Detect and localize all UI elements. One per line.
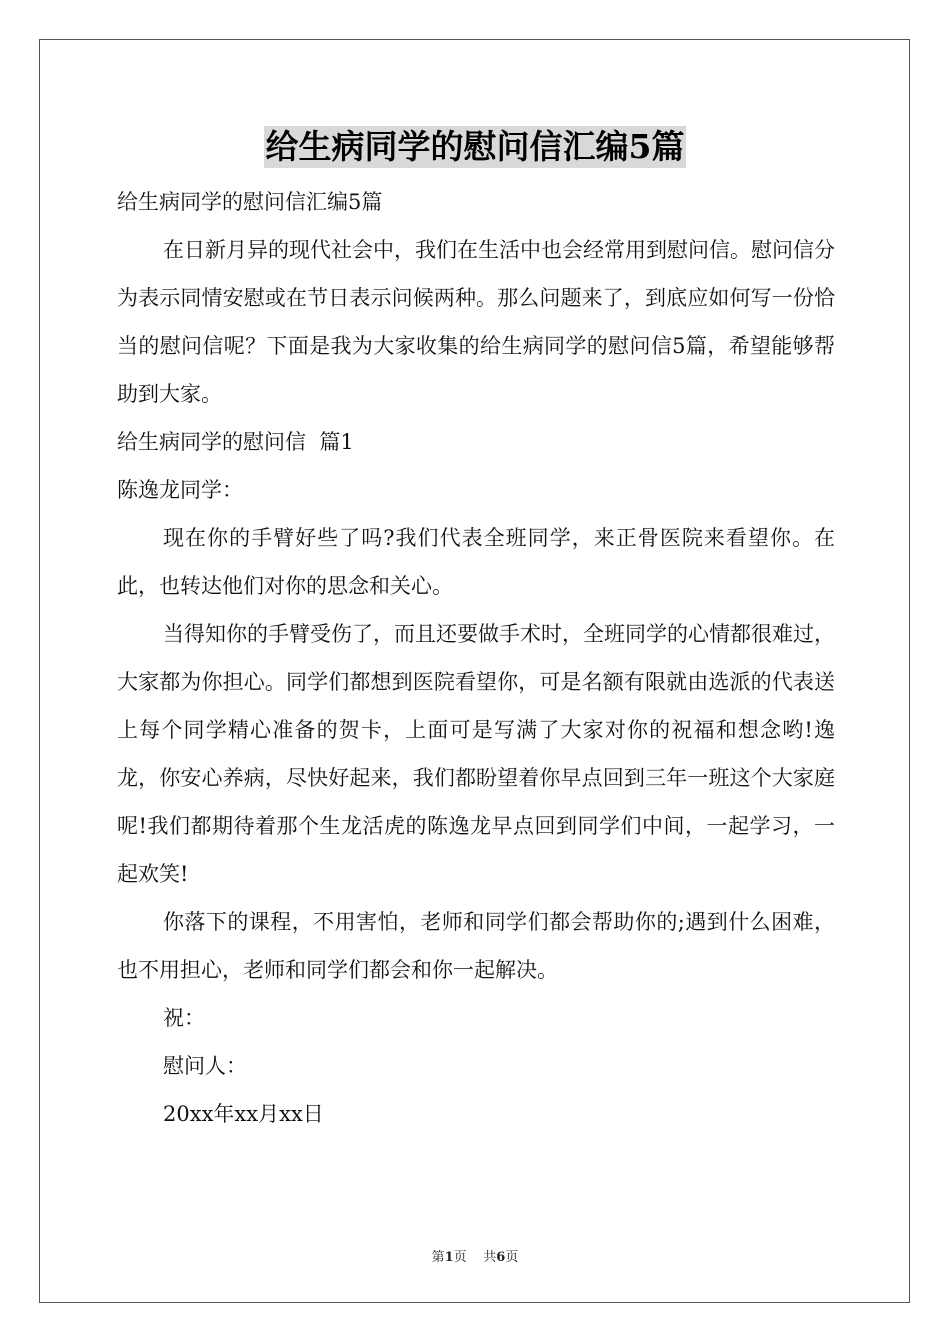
document-subtitle: 给生病同学的慰问信汇编5篇 [117,190,383,214]
signature: 慰问人： [163,1054,247,1078]
salutation: 陈逸龙同学： [117,478,243,502]
body-paragraph: 当得知你的手臂受伤了，而且还要做手术时，全班同学的心情都很难过，大家都为你担心。同学们都想到医院看望你，可是名额有限就由选派的代表送上每个同学精心准备的贺卡，上面可是写满了大家对你的祝福和想念哟!逸龙，你安心养病，尽快好起来，我们都盼望着你早点回到三年一班这个大家庭呢!我们都期待着那个生龙活虎的陈逸龙早点回到同学们中间，一起学习，一起欢笑! [117,622,835,886]
page-number: 第1页 [431,1250,467,1265]
document-body [117,178,835,1138]
intro-paragraph: 在日新月异的现代社会中，我们在生活中也会经常用到慰问信。慰问信分为表示同情安慰或在节日表示问候两种。那么问题来了，到底应如何写一份恰当的慰问信呢？下面是我为大家收集的给生病同学的慰问信5篇，希望能够帮助到大家。 [117,238,835,406]
body-paragraph: 你落下的课程，不用害怕，老师和同学们都会帮助你的;遇到什么困难，也不用担心，老师和同学们都会和你一起解决。 [117,910,835,982]
date: 20xx年xx月xx日 [163,1102,324,1126]
document-title: 给生病同学的慰问信汇编5篇 [265,127,685,166]
title-container [0,126,950,168]
page-footer [0,1246,950,1265]
page-total: 共6页 [483,1250,519,1265]
closing: 祝： [163,1006,205,1030]
section-heading: 给生病同学的慰问信 篇1 [117,430,354,454]
body-paragraph: 现在你的手臂好些了吗?我们代表全班同学，来正骨医院来看望你。在此，也转达他们对你的思念和关心。 [117,526,835,598]
